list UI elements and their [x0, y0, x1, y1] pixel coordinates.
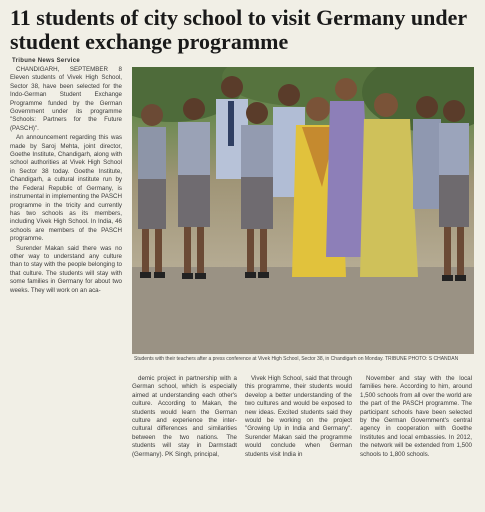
- article-paragraph: Vivek High School, said that through this programme, their students would develop a better understanding of the two cultures and would be exposed to new ideas. Excited students said they would be working on the project "Growing Up in India and Germany". Surender Makan said the programme would conclude when German students visit India in: [245, 375, 352, 458]
- group-photo-illustration: [132, 67, 474, 354]
- news-photo: [132, 67, 474, 354]
- article-paragraph: Surender Makan said there was no other way to understand any culture than to stay with the people belonging to that culture. The students will stay with some families in Germany for about two weeks. They will work on an aca-: [10, 244, 122, 294]
- article-column-3: [245, 375, 352, 503]
- article-paragraph: CHANDIGARH, SEPTEMBER 8 Eleven students of Vivek High School, Sector 38, have been selected for the Indo-German Student Exchange Programme funded by the German Government under its programme "Schools: Partners for the Future (PASCH)".: [10, 66, 122, 132]
- headline: 11 students of city school to visit Germany under student exchange programme: [10, 5, 467, 54]
- article-column-1: [10, 66, 122, 506]
- photo-caption: Students with their teachers after a press conference at Vivek High School, Sector 38, in Chandigarh on Monday. TRIBUNE PHOTO: S CHANDAN: [134, 356, 459, 362]
- article-column-2: [132, 375, 237, 503]
- article-column-4: [360, 375, 472, 503]
- byline: Tribune News Service: [12, 58, 81, 64]
- article-paragraph: demic project in partnership with a German school, which is especially aimed at understanding each other's culture. According to Makan, the students would learn the German culture and experience the inter-cultural differences and similarities between the two nations. The students will stay in Darmstadt (Germany). PK Singh, principal,: [132, 375, 237, 458]
- article-paragraph: An announcement regarding this was made by Saroj Mehta, joint director, Goethe Institute, Chandigarh, along with school authorities at Vivek High School in Sector 38 today. Goethe Institute, Chandigarh, a cultural institute run by the Federal Republic of Germany, is instrumental in implementing the PASCH programme in the tricity and currently has two schools as its members, including Vivek High School. In India, 46 schools are members of the PASCH programme.: [10, 134, 122, 243]
- article-paragraph: November and stay with the local families here. According to him, around 1,500 schools from all over the world are the part of the PASCH programme. The participant schools have been selected by the German Government's central agency in cooperation with Goethe Institutes and local embassies. In 2012, the network will be extended from 1,500 schools to 1,800 schools.: [360, 375, 472, 458]
